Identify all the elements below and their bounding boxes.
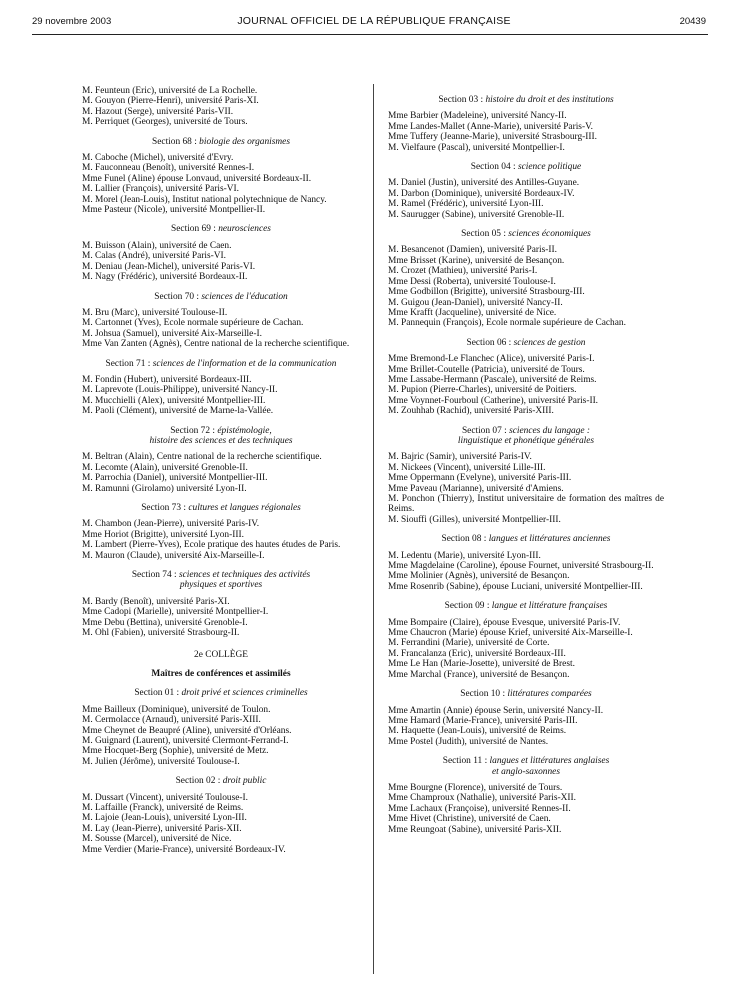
section-heading <box>388 689 664 699</box>
member-entry: M. Parrochia (Daniel), université Montpellier-III. <box>82 473 268 484</box>
section-number: Section 11 : <box>442 756 490 767</box>
member-entry: M. Chambon (Jean-Pierre), université Paris-IV. <box>82 519 260 530</box>
member-entry: M. Daniel (Justin), université des Antilles-Guyane. <box>388 178 580 189</box>
maitres-heading: Maîtres de conférences et assimilés <box>151 668 291 679</box>
member-entry: Mme Lachaux (Françoise), université Rennes-II. <box>388 803 571 814</box>
section-number: Section 69 : <box>171 224 219 235</box>
header-rule <box>32 34 708 35</box>
section-title: science politique <box>517 162 582 173</box>
member-entry: M. Calas (André), université Paris-VI. <box>82 251 226 262</box>
member-entry: Mme Van Zanten (Agnès), Centre national de la recherche scientifique. <box>82 339 350 350</box>
member-entry: M. Besancenot (Damien), université Paris-II. <box>388 245 557 256</box>
section-block <box>388 534 664 592</box>
left-column <box>82 86 360 855</box>
section-title: droit privé et sciences criminelles <box>181 688 308 699</box>
member-entry: M. Dussart (Vincent), université Toulouse-I. <box>82 792 249 803</box>
member-entry: Mme Paveau (Marianne), université d'Amiens. <box>388 483 564 494</box>
member-entry: M. Caboche (Michel), université d'Evry. <box>82 153 234 164</box>
section-title-line2: histoire des sciences et des techniques <box>149 435 293 446</box>
section-block <box>388 95 664 153</box>
section-number: Section 73 : <box>141 503 189 513</box>
member-entry: Mme Le Han (Marie-Josette), université de Brest. <box>388 659 575 670</box>
section-heading <box>82 570 360 591</box>
member-entry: Mme Landes-Mallet (Anne-Marie), université Paris-V. <box>388 121 593 132</box>
member-entry: M. Mauron (Claude), université Aix-Marseille-I. <box>82 550 265 561</box>
member-entry: M. Ohl (Fabien), université Strasbourg-II. <box>82 628 240 639</box>
member-entry: M. Siouffi (Gilles), université Montpellier-III. <box>388 514 561 525</box>
section-title: sciences du langage : <box>509 425 591 436</box>
member-entry: M. Nickees (Vincent), université Lille-III. <box>388 462 546 473</box>
member-entry: Mme Hocquet-Berg (Sophie), université de Metz. <box>82 746 269 757</box>
member-entry: Mme Champroux (Nathalie), université Paris-XII. <box>388 793 576 804</box>
section-number: Section 70 : <box>154 291 202 302</box>
member-entry: M. Ponchon (Thierry), Institut universitaire de formation des maîtres de Reims. <box>388 494 664 515</box>
section-heading <box>82 292 360 302</box>
member-entry: Mme Dessi (Roberta), université Toulouse-I. <box>388 276 556 287</box>
section-block <box>388 426 664 526</box>
section-block <box>82 86 360 128</box>
section-number: Section 01 : <box>134 688 182 699</box>
section-heading <box>388 534 664 544</box>
section-heading <box>388 426 664 447</box>
section-block <box>388 162 664 220</box>
section-block <box>82 224 360 282</box>
section-heading <box>82 359 360 369</box>
section-block <box>82 137 360 216</box>
section-title: neurosciences <box>218 224 271 235</box>
member-entry: Mme Tuffery (Jeanne-Marie), université Strasbourg-III. <box>388 132 597 143</box>
member-entry: M. Pannequin (François), Ecole normale supérieure de Cachan. <box>388 318 626 329</box>
member-entry: Mme Postel (Judith), université de Nantes. <box>388 736 549 747</box>
section-number: Section 09 : <box>444 601 492 612</box>
section-number: Section 04 : <box>470 162 518 173</box>
member-entry: Mme Bompaire (Claire), épouse Evesque, université Paris-IV. <box>388 617 621 628</box>
member-entry: M. Morel (Jean-Louis), Institut national polytechnique de Nancy. <box>82 194 327 205</box>
member-entry: M. Laffaille (Franck), université de Reims. <box>82 802 244 813</box>
section-number: Section 10 : <box>460 689 508 700</box>
section-title-line2: physiques et sportives <box>179 580 263 591</box>
member-entry: M. Julien (Jérôme), université Toulouse-I. <box>82 756 240 767</box>
section-number: Section 07 : <box>461 425 510 436</box>
member-entry: Mme Cheynet de Beaupré (Aline), université d'Orléans. <box>82 725 292 736</box>
member-entry: Mme Godbillon (Brigitte), université Strasbourg-III. <box>388 287 585 298</box>
member-entry: M. Paoli (Clément), université de Marne-la-Vallée. <box>82 406 274 417</box>
section-block <box>388 338 664 417</box>
section-title-line2: linguistique et phonétique générales <box>457 435 595 446</box>
member-entry: Mme Reungoat (Sabine), université Paris-XII. <box>388 824 562 835</box>
section-title: langue et littérature françaises <box>491 601 608 612</box>
member-entry: M. Lallier (François), université Paris-VI. <box>82 184 239 195</box>
section-number: Section 72 : <box>170 425 218 436</box>
section-heading <box>388 229 664 239</box>
section-block <box>388 229 664 329</box>
section-title: sciences de l'information et de la communication <box>152 358 337 369</box>
member-entry: M. Feunteun (Eric), université de La Rochelle. <box>82 86 258 96</box>
member-entry: M. Laprevote (Louis-Philippe), université Nancy-II. <box>82 385 278 396</box>
section-title: épistémologie, <box>217 425 272 436</box>
section-block <box>82 359 360 417</box>
member-entry: Mme Oppermann (Evelyne), université Paris-III. <box>388 473 572 484</box>
member-entry: M. Buisson (Alain), université de Caen. <box>82 240 232 251</box>
member-entry: M. Zouhhab (Rachid), université Paris-XIII. <box>388 406 554 417</box>
member-entry: Mme Cadopi (Marielle), université Montpellier-I. <box>82 607 269 618</box>
section-heading <box>82 426 360 447</box>
member-entry: M. Ledentu (Marie), université Lyon-III. <box>388 550 541 561</box>
member-entry: M. Cartonnet (Yves), Ecole normale supérieure de Cachan. <box>82 318 304 329</box>
section-number: Section 03 : <box>438 95 486 105</box>
right-column <box>388 86 664 835</box>
section-heading <box>82 503 360 513</box>
member-entry: Mme Magdelaine (Caroline), épouse Fournet, université Strasbourg-II. <box>388 561 654 572</box>
member-entry: M. Johsua (Samuel), université Aix-Marseille-I. <box>82 328 262 339</box>
member-entry: M. Ramel (Frédéric), université Lyon-III. <box>388 199 544 210</box>
member-entry: Mme Bailleux (Dominique), université de Toulon. <box>82 704 271 715</box>
member-entry: M. Pupion (Pierre-Charles), université de Poitiers. <box>388 385 577 396</box>
member-entry: Mme Krafft (Jacqueline), université de Nice. <box>388 307 557 318</box>
member-entry: M. Lecomte (Alain), université Grenoble-II. <box>82 462 248 473</box>
section-block <box>82 570 360 638</box>
section-title-line2: et anglo-saxonnes <box>492 766 560 777</box>
member-entry: M. Vielfaure (Pascal), université Montpellier-I. <box>388 142 565 153</box>
section-number: Section 06 : <box>466 337 514 348</box>
member-entry: Mme Hivet (Christine), université de Caen. <box>388 814 551 825</box>
section-heading <box>82 137 360 147</box>
section-heading <box>82 688 360 698</box>
section-title: cultures et langues régionales <box>188 503 301 513</box>
member-entry: M. Ferrandini (Marie), université de Corte. <box>388 638 550 649</box>
section-title: biologie des organismes <box>199 136 290 147</box>
section-title: langues et littératures anglaises <box>489 756 610 767</box>
section-title: droit public <box>222 776 267 787</box>
member-entry: M. Deniau (Jean-Michel), université Paris-VI. <box>82 261 256 272</box>
member-entry: M. Bajric (Samir), université Paris-IV. <box>388 452 532 463</box>
section-heading <box>388 338 664 348</box>
section-title: littératures comparées <box>507 689 592 700</box>
section-heading <box>82 776 360 786</box>
section-block <box>388 689 664 747</box>
member-entry: Mme Rosenrib (Sabine), épouse Luciani, université Montpellier-III. <box>388 581 643 592</box>
member-entry: Mme Bourgne (Florence), université de Tours. <box>388 782 563 793</box>
section-title: sciences économiques <box>508 229 591 240</box>
member-entry: M. Francalanza (Eric), université Bordeaux-III. <box>388 648 566 659</box>
member-entry: M. Guigou (Jean-Daniel), université Nancy-II. <box>388 297 563 308</box>
section-block <box>82 688 360 767</box>
member-entry: M. Bardy (Benoît), université Paris-XI. <box>82 596 230 607</box>
member-entry: Mme Hamard (Marie-France), université Paris-III. <box>388 715 578 726</box>
member-entry: Mme Horiot (Brigitte), université Lyon-III. <box>82 529 244 540</box>
member-entry: M. Fondin (Hubert), université Bordeaux-III. <box>82 374 252 385</box>
section-number: Section 05 : <box>461 229 509 240</box>
member-entry: M. Darbon (Dominique), université Bordeaux-IV. <box>388 188 575 199</box>
member-entry: M. Perriquet (Georges), université de Tours. <box>82 117 248 128</box>
member-entry: M. Lay (Jean-Pierre), université Paris-XII. <box>82 823 242 834</box>
section-title: sciences de gestion <box>513 337 586 348</box>
member-entry: Mme Molinier (Agnès), université de Besançon. <box>388 571 570 582</box>
section-block <box>82 292 360 350</box>
section-block <box>82 426 360 494</box>
member-entry: M. Lambert (Pierre-Yves), Ecole pratique des hautes études de Paris. <box>82 540 341 551</box>
member-entry: M. Lajoie (Jean-Louis), université Lyon-III. <box>82 813 247 824</box>
member-entry: Mme Amartin (Annie) épouse Serin, université Nancy-II. <box>388 705 604 716</box>
section-heading <box>388 162 664 172</box>
section-title: histoire du droit et des institutions <box>485 95 614 105</box>
college-heading: 2e COLLÈGE <box>194 650 248 661</box>
member-entry: Mme Funel (Aline) épouse Lonvaud, université Bordeaux-II. <box>82 173 312 184</box>
member-entry: M. Bru (Marc), université Toulouse-II. <box>82 307 228 318</box>
member-entry: M. Sousse (Marcel), université de Nice. <box>82 834 232 845</box>
section-block <box>388 601 664 680</box>
member-entry: Mme Brisset (Karine), université de Besançon. <box>388 255 565 266</box>
member-entry: M. Mucchielli (Alex), université Montpellier-III. <box>82 395 266 406</box>
section-block <box>388 756 664 835</box>
section-heading <box>388 601 664 611</box>
member-entry: M. Gouyon (Pierre-Henri), université Paris-XI. <box>82 96 259 107</box>
member-entry: Mme Bremond-Le Flanchec (Alice), université Paris-I. <box>388 354 595 365</box>
section-title: sciences de l'éducation <box>201 291 288 302</box>
member-entry: M. Crozet (Mathieu), université Paris-I. <box>388 266 538 277</box>
member-entry: M. Nagy (Frédéric), université Bordeaux-II. <box>82 272 248 283</box>
member-entry: Mme Pasteur (Nicole), université Montpellier-II. <box>82 205 266 216</box>
member-entry: Mme Marchal (France), université de Besançon. <box>388 669 570 680</box>
header-date: 29 novembre 2003 <box>32 16 112 27</box>
section-number: Section 08 : <box>441 534 489 545</box>
member-entry: M. Guignard (Laurent), université Clermont-Ferrand-I. <box>82 735 289 746</box>
section-number: Section 74 : <box>131 570 179 581</box>
journal-title: JOURNAL OFFICIEL DE LA RÉPUBLIQUE FRANÇAISE <box>237 15 511 27</box>
member-entry: M. Cermolacce (Arnaud), université Paris-XIII. <box>82 715 261 726</box>
section-heading <box>388 95 664 105</box>
section-title: sciences et techniques des activités <box>178 570 311 581</box>
member-entry: Mme Lassabe-Hermann (Pascale), université de Reims. <box>388 374 597 385</box>
member-entry: Mme Chaucron (Marie) épouse Krief, université Aix-Marseille-I. <box>388 628 633 639</box>
member-entry: M. Saurugger (Sabine), université Grenoble-II. <box>388 209 565 220</box>
member-entry: Mme Barbier (Madeleine), université Nancy-II. <box>388 111 567 122</box>
member-entry: Mme Debu (Bettina), université Grenoble-I. <box>82 617 248 628</box>
member-entry: M. Beltran (Alain), Centre national de la recherche scientifique. <box>82 452 322 463</box>
member-entry: M. Hazout (Serge), université Paris-VII. <box>82 106 234 117</box>
member-entry: M. Ramunni (Girolamo) université Lyon-II. <box>82 483 247 494</box>
member-entry: M. Haquette (Jean-Louis), université de Reims. <box>388 726 567 737</box>
section-title: langues et littératures anciennes <box>488 534 611 545</box>
member-entry: Mme Verdier (Marie-France), université Bordeaux-IV. <box>82 844 286 855</box>
member-entry: Mme Brillet-Coutelle (Patricia), université de Tours. <box>388 364 585 375</box>
member-entry: Mme Voynnet-Fourboul (Catherine), université Paris-II. <box>388 395 599 406</box>
section-number: Section 71 : <box>105 358 153 369</box>
column-divider <box>373 84 374 974</box>
section-block <box>82 503 360 561</box>
section-number: Section 02 : <box>175 776 223 787</box>
member-entry: M. Fauconneau (Benoît), université Rennes-I. <box>82 163 255 174</box>
section-heading <box>388 756 664 777</box>
section-heading <box>82 224 360 234</box>
section-number: Section 68 : <box>152 136 200 147</box>
page-header <box>0 14 748 32</box>
section-block <box>82 776 360 855</box>
page-number: 20439 <box>679 16 706 27</box>
